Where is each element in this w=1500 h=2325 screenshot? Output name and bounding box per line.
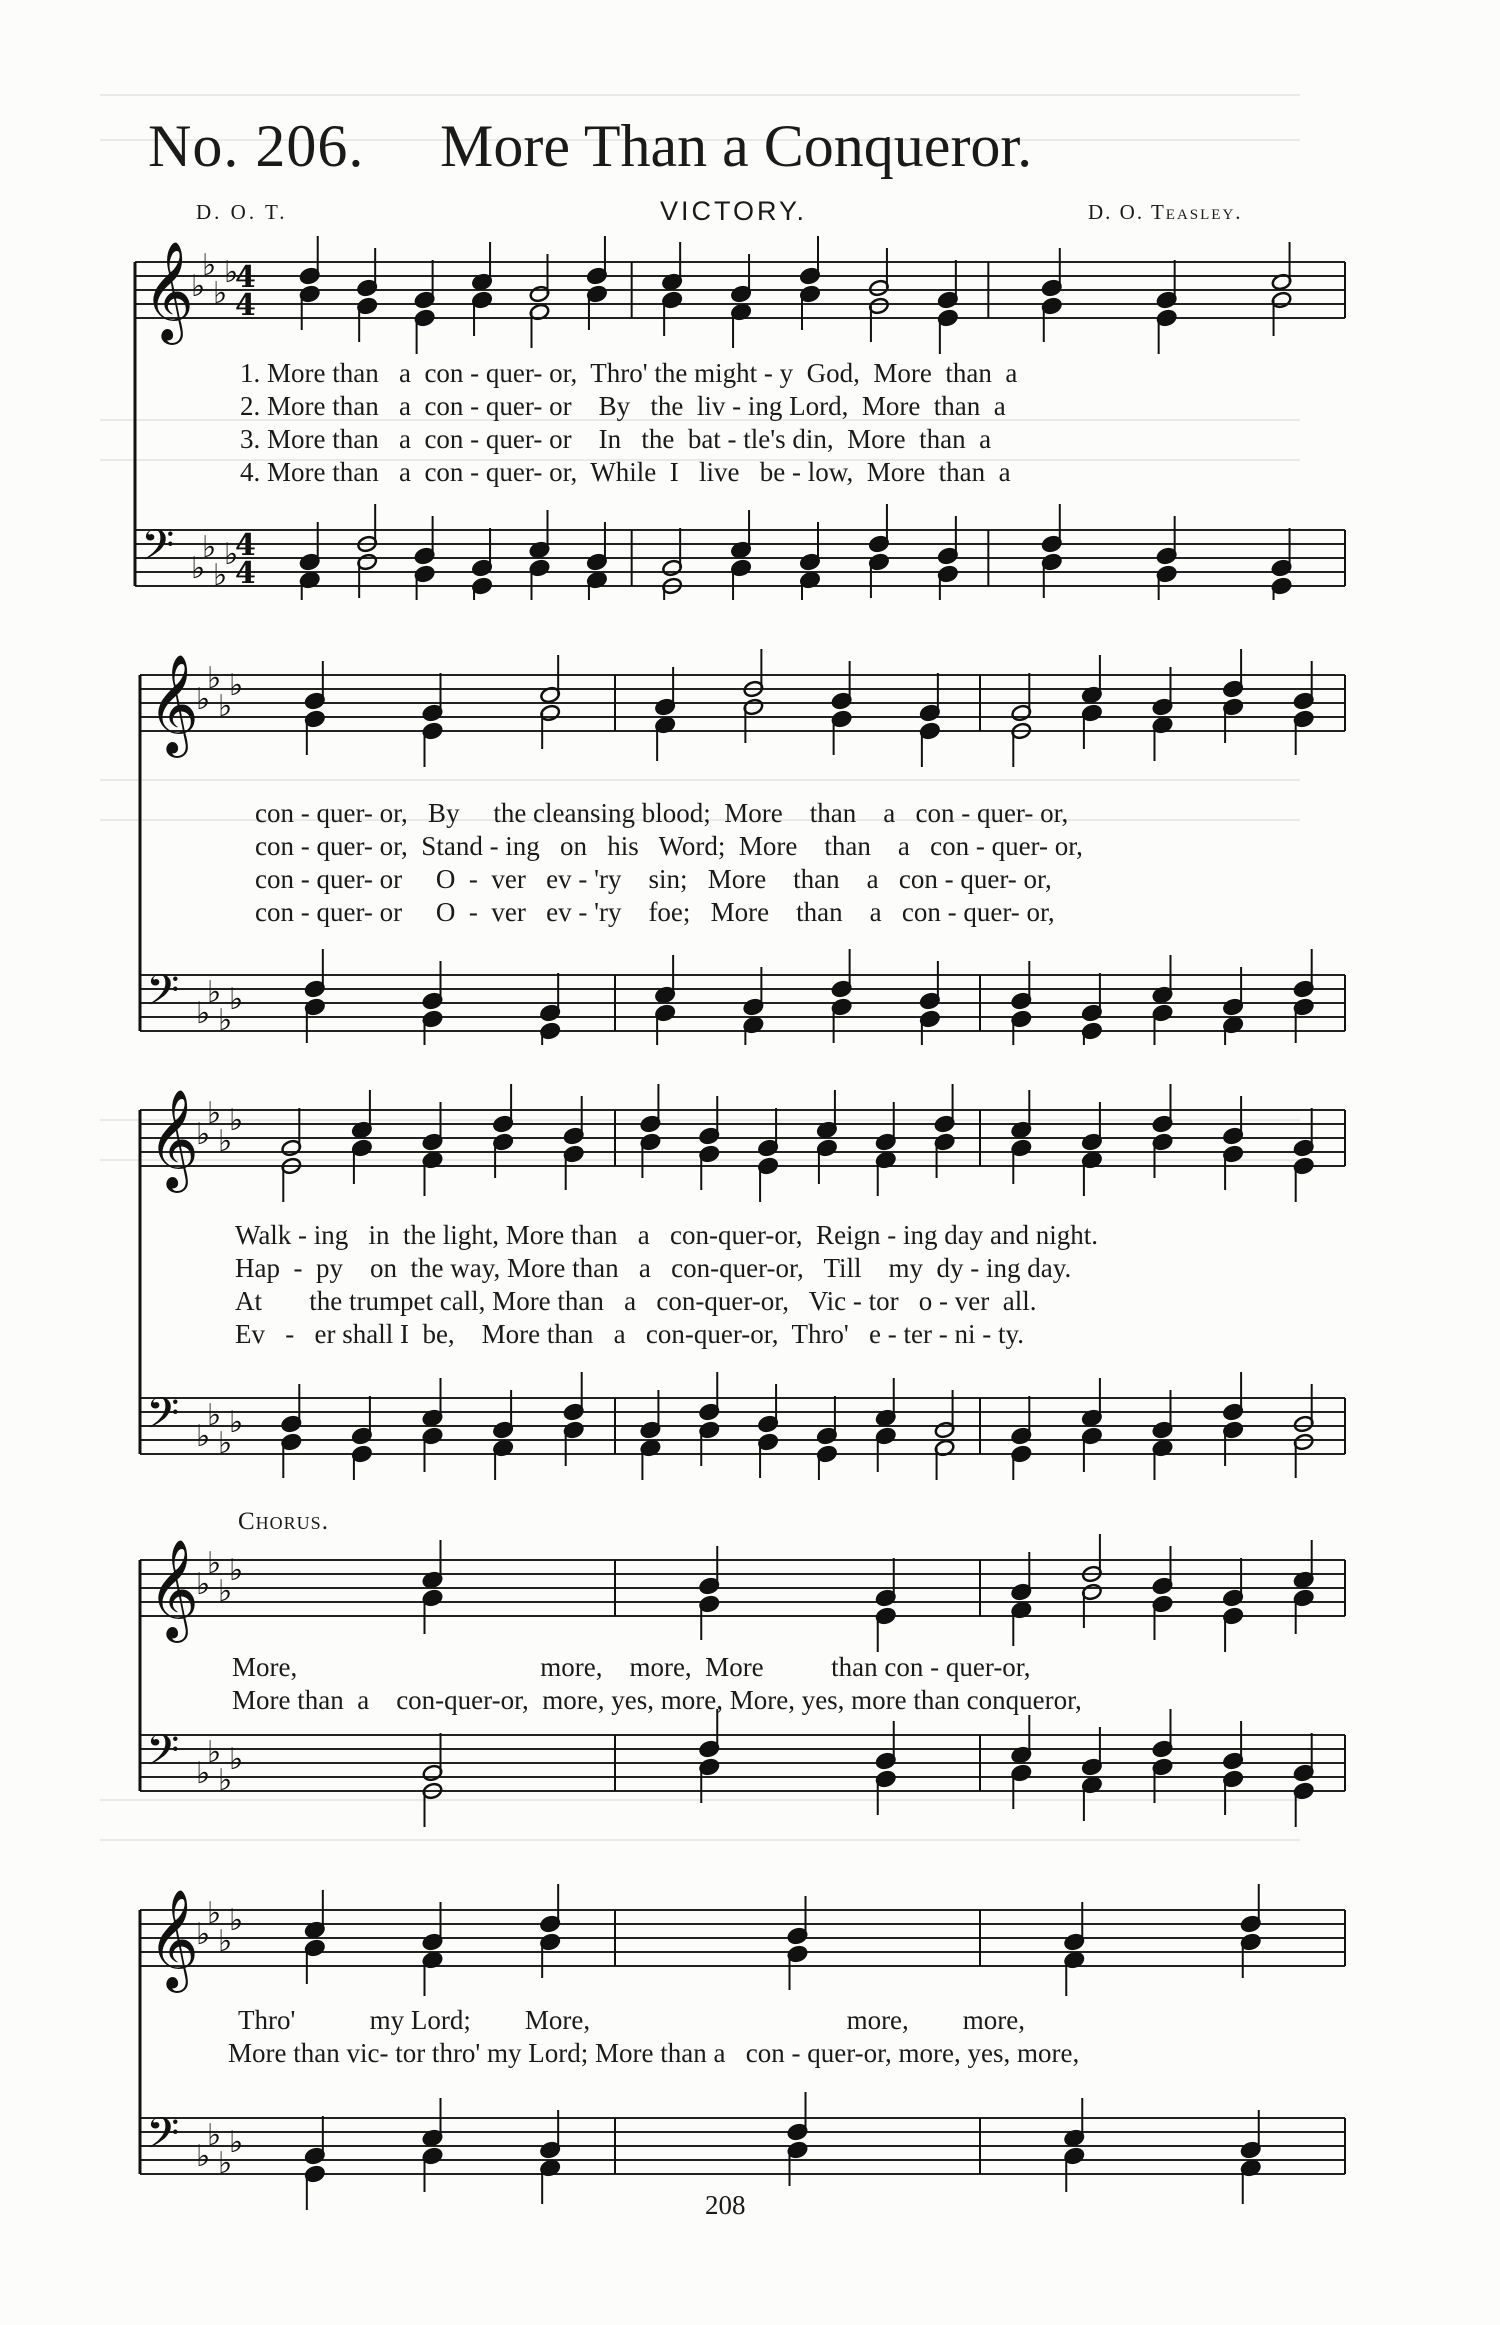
- treble-clef: 𝄞: [148, 1889, 199, 1989]
- bass-clef: 𝄢: [146, 966, 180, 1026]
- flat-sign: ♭: [191, 551, 206, 586]
- verse-lyric-line: con - quer- or, By the cleansing blood; More than a con - quer- or,: [255, 798, 1069, 828]
- bass-clef: 𝄢: [141, 521, 175, 581]
- flat-sign: ♭: [218, 2146, 233, 2181]
- bass-clef: 𝄢: [146, 1726, 180, 1786]
- flat-sign: ♭: [229, 1405, 244, 1440]
- chorus-label: Chorus.: [238, 1508, 329, 1535]
- verse-lyric-line: 3. More than a con - quer- or In the bat - tle's din, More than a: [240, 424, 992, 454]
- flat-sign: ♭: [218, 1574, 233, 1609]
- flat-sign: ♭: [207, 1096, 222, 1131]
- flat-sign: ♭: [224, 537, 239, 572]
- treble-clef: 𝄞: [148, 1539, 199, 1639]
- flat-sign: ♭: [196, 1419, 211, 1454]
- flat-sign: ♭: [229, 982, 244, 1017]
- chorus-lyric-line: More, more, more, More than con - quer-or,: [232, 1652, 1031, 1682]
- flat-sign: ♭: [196, 2139, 211, 2174]
- flat-sign: ♭: [218, 689, 233, 724]
- flat-sign: ♭: [196, 996, 211, 1031]
- flat-sign: ♭: [213, 558, 228, 593]
- verse-lyric-line: 2. More than a con - quer- or By the liv - ing Lord, More than a: [240, 391, 1006, 421]
- flat-sign: ♭: [191, 269, 206, 304]
- flat-sign: ♭: [202, 248, 217, 283]
- flat-sign: ♭: [207, 661, 222, 696]
- chorus-lyric-line: More than vic- tor thro' my Lord; More than a con - quer-or, more, yes, more,: [228, 2038, 1080, 2068]
- flat-sign: ♭: [218, 1003, 233, 1038]
- verse-lyric-line: 1. More than a con - quer- or, Thro' the might - y God, More than a: [240, 358, 1018, 388]
- flat-sign: ♭: [229, 2125, 244, 2160]
- time-signature: 4: [235, 288, 256, 323]
- tune-name: VICTORY.: [660, 196, 808, 226]
- time-signature: 4: [235, 528, 256, 563]
- verse-lyric-line: Hap - py on the way, More than a con-quer-or, Till my dy - ing day.: [235, 1253, 1072, 1283]
- music-credit: D. O. Teasley.: [1088, 200, 1243, 224]
- flat-sign: ♭: [207, 1896, 222, 1931]
- flat-sign: ♭: [224, 255, 239, 290]
- flat-sign: ♭: [207, 975, 222, 1010]
- bass-clef: 𝄢: [146, 1389, 180, 1449]
- flat-sign: ♭: [196, 1117, 211, 1152]
- verse-lyric-line: 4. More than a con - quer- or, While I live be - low, More than a: [240, 457, 1011, 487]
- verse-lyric-line: con - quer- or O - ver ev - 'ry foe; More than a con - quer- or,: [255, 897, 1055, 927]
- flat-sign: ♭: [218, 1426, 233, 1461]
- flat-sign: ♭: [218, 1124, 233, 1159]
- hymn-number: No. 206.: [148, 113, 365, 179]
- flat-sign: ♭: [229, 1103, 244, 1138]
- flat-sign: ♭: [229, 668, 244, 703]
- verse-lyric-line: con - quer- or, Stand - ing on his Word; More than a con - quer- or,: [255, 831, 1083, 861]
- treble-clef: 𝄞: [148, 654, 199, 754]
- flat-sign: ♭: [229, 1742, 244, 1777]
- bass-clef: 𝄢: [146, 2109, 180, 2169]
- verse-lyric-line: At the trumpet call, More than a con-quer-or, Vic - tor o - ver all.: [235, 1286, 1037, 1316]
- flat-sign: ♭: [218, 1763, 233, 1798]
- flat-sign: ♭: [207, 1546, 222, 1581]
- treble-clef: 𝄞: [143, 241, 194, 341]
- flat-sign: ♭: [196, 1756, 211, 1791]
- flat-sign: ♭: [229, 1903, 244, 1938]
- time-signature: 4: [235, 260, 256, 295]
- hymn-title: More Than a Conqueror.: [440, 113, 1033, 179]
- time-signature: 4: [235, 556, 256, 591]
- flat-sign: ♭: [213, 276, 228, 311]
- flat-sign: ♭: [229, 1553, 244, 1588]
- flat-sign: ♭: [196, 1567, 211, 1602]
- flat-sign: ♭: [218, 1924, 233, 1959]
- chorus-lyric-line: More than a con-quer-or, more, yes, more, More, yes, more than conqueror,: [232, 1685, 1082, 1715]
- verse-lyric-line: con - quer- or O - ver ev - 'ry sin; More than a con - quer- or,: [255, 864, 1052, 894]
- flat-sign: ♭: [196, 682, 211, 717]
- page-number: 208: [705, 2190, 746, 2220]
- flat-sign: ♭: [207, 1398, 222, 1433]
- verse-lyric-line: Ev - er shall I be, More than a con-quer-or, Thro' e - ter - ni - ty.: [235, 1319, 1024, 1349]
- flat-sign: ♭: [202, 530, 217, 565]
- words-credit: D. O. T.: [196, 200, 288, 224]
- verse-lyric-line: Walk - ing in the light, More than a con-quer-or, Reign - ing day and night.: [235, 1220, 1099, 1250]
- chorus-lyric-line: Thro' my Lord; More, more, more,: [238, 2005, 1026, 2035]
- flat-sign: ♭: [196, 1917, 211, 1952]
- treble-clef: 𝄞: [148, 1089, 199, 1189]
- flat-sign: ♭: [207, 1735, 222, 1770]
- flat-sign: ♭: [207, 2118, 222, 2153]
